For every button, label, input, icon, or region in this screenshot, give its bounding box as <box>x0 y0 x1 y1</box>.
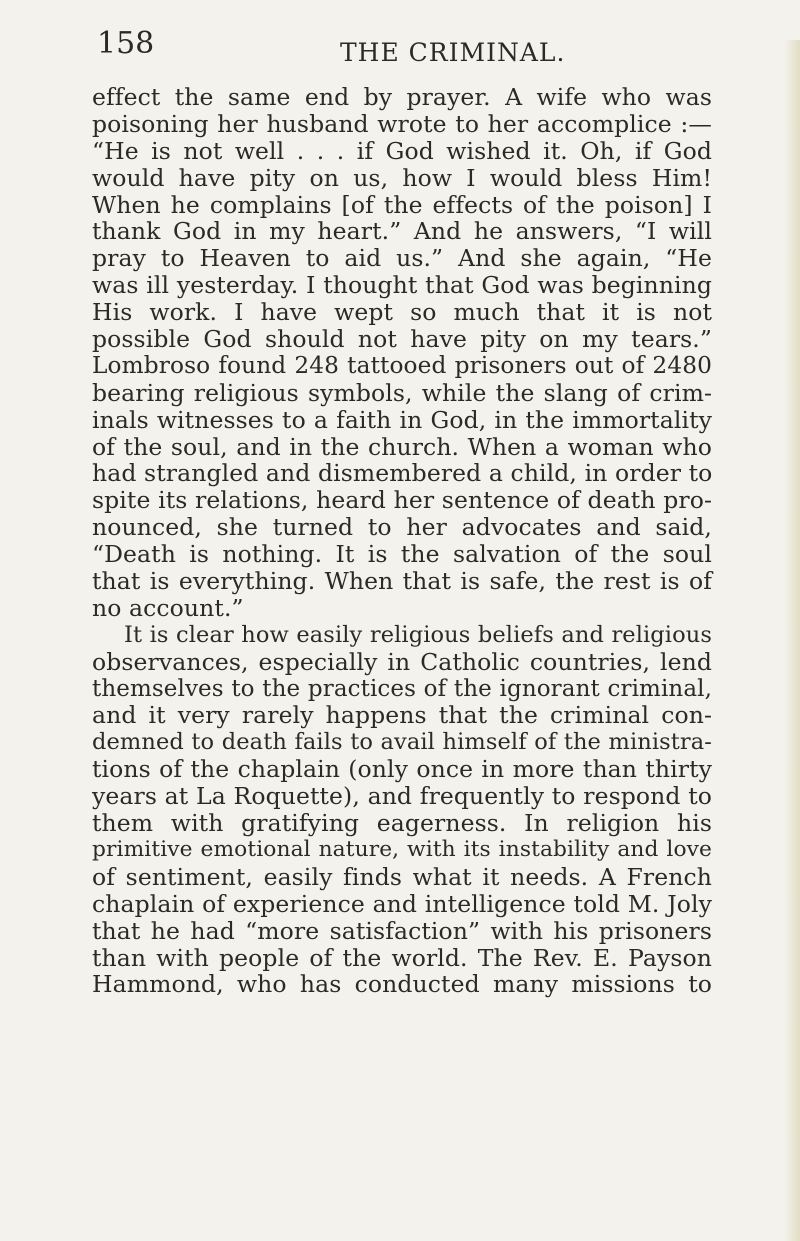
body-text <box>92 84 712 998</box>
text-line: demned to death fails to avail himself of the ministra- <box>92 729 712 756</box>
text-line: than with people of the world. The Rev. E. Payson <box>92 943 712 972</box>
text-line: thank God in my heart.” And he answers, “I will <box>92 217 712 246</box>
text-line: It is clear how easily religious beliefs and religious <box>124 621 712 648</box>
text-line: and it very rarely happens that the criminal con- <box>92 701 712 730</box>
text-line: of the soul, and in the church. When a woman who <box>92 432 712 461</box>
text-line: observances, especially in Catholic countries, lend <box>92 647 712 676</box>
text-line: pray to Heaven to aid us.” And she again, “He <box>92 244 712 273</box>
page-header <box>0 22 800 72</box>
text-line: effect the same end by prayer. A wife who was <box>92 83 712 111</box>
text-line: inals witnesses to a faith in God, in the immortality <box>92 405 712 434</box>
page-edge-tint <box>784 40 800 1241</box>
text-line: years at La Roquette), and frequently to respond to <box>92 782 712 811</box>
running-head: THE CRIMINAL. <box>340 38 566 67</box>
text-line: that he had “more satisfaction” with his prisoners <box>92 916 712 945</box>
text-line: possible God should not have pity on my tears.” <box>92 325 712 354</box>
text-line: tions of the chaplain (only once in more than thirty <box>92 755 712 784</box>
text-line: Hammond, who has conducted many missions to <box>92 970 712 999</box>
text-line: that is everything. When that is safe, the rest is of <box>92 567 712 596</box>
text-line: themselves to the practices of the ignorant criminal, <box>92 675 712 702</box>
text-line: of sentiment, easily finds what it needs. A French <box>92 862 712 891</box>
page-number: 158 <box>97 26 155 61</box>
text-line: His work. I have wept so much that it is not <box>92 298 712 327</box>
text-line: was ill yesterday. I thought that God was beginning <box>92 271 712 300</box>
text-line: When he complains [of the effects of the poison] I <box>92 190 712 219</box>
text-line: nounced, she turned to her advocates and said, <box>92 513 712 542</box>
text-line: would have pity on us, how I would bless Him! <box>92 163 712 192</box>
text-line: spite its relations, heard her sentence of death pro- <box>92 486 712 515</box>
text-line: “He is not well . . . if God wished it. Oh, if God <box>92 136 712 165</box>
text-line: “Death is nothing. It is the salvation of the soul <box>92 540 712 569</box>
text-line: them with gratifying eagerness. In religion his <box>92 809 712 838</box>
text-line: no account.” <box>92 593 244 622</box>
text-line: poisoning her husband wrote to her accomplice :— <box>92 109 712 138</box>
text-line: primitive emotional nature, with its instability and love <box>92 836 712 862</box>
text-line: bearing religious symbols, while the slang of crim- <box>92 378 712 407</box>
text-line: had strangled and dismembered a child, in order to <box>92 459 713 488</box>
text-line: Lombroso found 248 tattooed prisoners out of 2480 <box>92 351 712 379</box>
text-line: chaplain of experience and intelligence told M. Joly <box>92 889 712 918</box>
